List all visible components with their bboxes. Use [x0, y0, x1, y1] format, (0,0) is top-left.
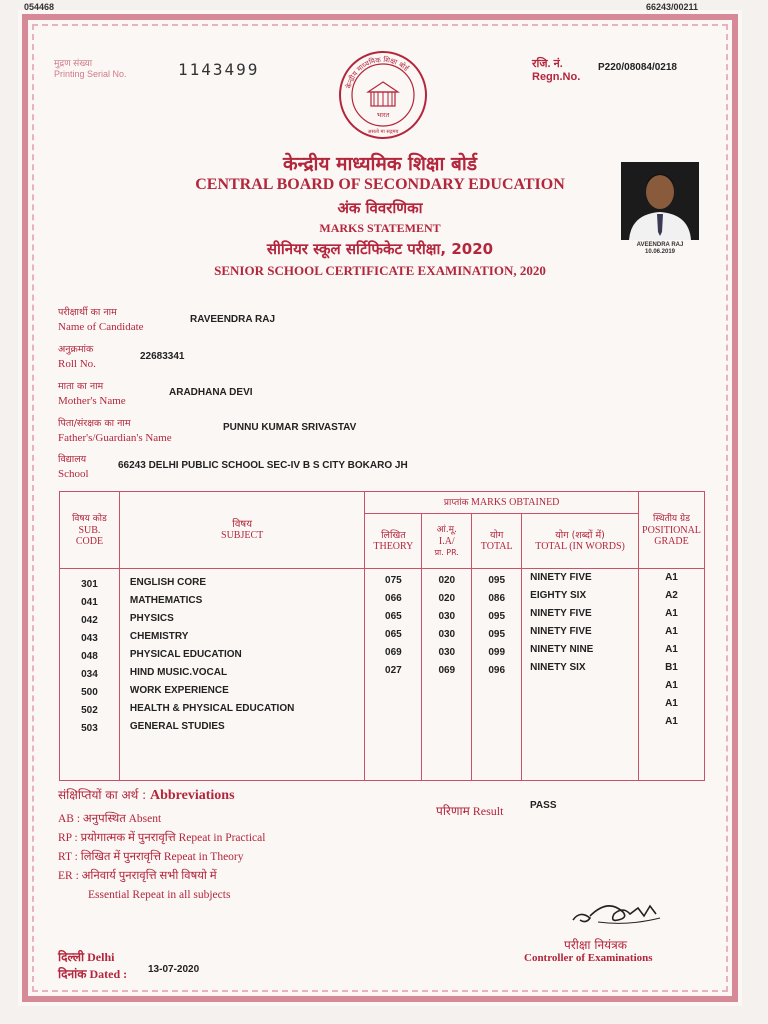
grade: A1	[665, 608, 678, 619]
theory-mark: 069	[385, 647, 402, 658]
controller-title-hindi: परीक्षा नियंत्रक	[564, 938, 627, 952]
total-in-words: NINETY NINE	[530, 644, 594, 655]
father-name: PUNNU KUMAR SRIVASTAV	[223, 422, 357, 433]
abbreviations-title: संक्षिप्तियों का अर्थ : Abbreviations	[58, 788, 235, 803]
total-in-words: NINETY FIVE	[530, 572, 592, 583]
svg-text:भारत: भारत	[376, 111, 390, 119]
ia-mark: 030	[438, 629, 456, 640]
grade: B1	[665, 662, 678, 673]
photo-caption: AVEENDRA RAJ 10.06.2019	[636, 242, 684, 255]
grade: A1	[665, 716, 678, 727]
ia-column	[422, 569, 472, 781]
total-words-column	[522, 569, 639, 781]
sub-code: 034	[81, 669, 98, 680]
board-title-hindi: केन्द्रीय माध्यमिक शिक्षा बोर्ड	[283, 153, 477, 175]
sub-code: 500	[81, 687, 98, 698]
place: दिल्ली Delhi	[58, 950, 115, 964]
candidate-photo	[621, 162, 699, 240]
svg-text:असतो मा सद्गमय: असतो मा सद्गमय	[367, 129, 399, 135]
subject-name: MATHEMATICS	[129, 595, 203, 606]
theory-mark: 066	[385, 593, 402, 604]
ia-mark: 069	[438, 665, 456, 676]
marks-statement-title: MARKS STATEMENT	[319, 221, 441, 235]
subject-name: PHYSICAL EDUCATION	[129, 649, 242, 660]
candidate-name: RAVEENDRA RAJ	[190, 314, 276, 325]
subject-name: CHEMISTRY	[129, 631, 189, 642]
total-in-words: EIGHTY SIX	[530, 590, 587, 601]
cbse-logo	[338, 50, 428, 140]
svg-text:केन्द्रीय माध्यमिक शिक्षा बोर्: केन्द्रीय माध्यमिक शिक्षा बोर्ड	[344, 55, 410, 90]
theory-mark: 075	[385, 575, 402, 586]
exam-title: SENIOR SCHOOL CERTIFICATE EXAMINATION, 2020	[214, 263, 546, 278]
total-mark: 086	[488, 593, 506, 604]
printing-serial-label: मुद्रण संख्या Printing Serial No.	[54, 58, 127, 79]
certificate-number: 1143499	[178, 60, 260, 79]
abbreviation-item: Essential Repeat in all subjects	[88, 889, 231, 901]
total-header: योग TOTAL	[472, 514, 522, 569]
total-mark: 095	[488, 575, 506, 586]
mother-name-label: माता का नाम Mother's Name	[58, 381, 126, 407]
registration-label: रजि. नं. Regn.No.	[532, 58, 581, 83]
controller-signature	[568, 892, 668, 932]
ia-mark: 030	[438, 611, 456, 622]
father-name-label: पिता/संरक्षक का नाम Father's/Guardian's Name	[58, 418, 172, 444]
subject-name: PHYSICS	[129, 613, 174, 624]
total-in-words: NINETY FIVE	[530, 608, 592, 619]
theory-mark: 065	[385, 629, 402, 640]
subject-column	[119, 569, 365, 781]
ia-header: आं.मू. I.A/ प्रा. PR.	[422, 514, 472, 569]
sub-code: 042	[81, 615, 98, 626]
ia-mark: 020	[438, 575, 456, 586]
abbreviation-item: RT : लिखित में पुनरावृत्ति Repeat in Theory	[58, 851, 244, 863]
sub-code: 503	[81, 723, 98, 734]
sub-code: 301	[81, 579, 98, 590]
subject-header: विषय SUBJECT	[119, 492, 365, 569]
total-column	[472, 569, 522, 781]
marks-obtained-header: प्राप्तांक MARKS OBTAINED	[365, 492, 639, 514]
theory-mark: 065	[385, 611, 402, 622]
marks-statement	[18, 2, 742, 1006]
grade: A1	[665, 644, 678, 655]
grade: A2	[665, 590, 678, 601]
abbreviation-item: RP : प्रयोगात्मक में पुनरावृत्ति Repeat in Practical	[58, 832, 266, 844]
result-value: PASS	[530, 800, 557, 811]
subject-name: GENERAL STUDIES	[129, 721, 225, 732]
registration-number: P220/08084/0218	[598, 62, 677, 73]
grade: A1	[665, 626, 678, 637]
roll-no-label: अनुक्रमांक Roll No.	[58, 344, 96, 370]
sub-code: 041	[81, 597, 98, 608]
date-value: 13-07-2020	[148, 964, 200, 975]
total-mark: 095	[488, 629, 506, 640]
sub-code-header: विषय कोड SUB. CODE	[60, 492, 120, 569]
total-mark: 096	[488, 665, 506, 676]
total-mark: 099	[488, 647, 506, 658]
roll-no: 22683341	[140, 351, 185, 362]
grade-header: स्थितीय ग्रेड POSITIONAL GRADE	[638, 492, 704, 569]
exam-title-hindi: सीनियर स्कूल सर्टिफिकेट परीक्षा, 2020	[266, 240, 494, 258]
total-in-words: NINETY SIX	[530, 662, 586, 673]
grade-column	[638, 569, 704, 781]
grade: A1	[665, 572, 678, 583]
abbreviation-item: ER : अनिवार्य पुनरावृत्ति सभी विषयो में	[58, 870, 217, 882]
sub-code: 048	[81, 651, 98, 662]
theory-header: लिखित THEORY	[365, 514, 422, 569]
candidate-name-label: परीक्षार्थी का नाम Name of Candidate	[58, 307, 144, 333]
grade: A1	[665, 698, 678, 709]
subject-name: WORK EXPERIENCE	[129, 685, 229, 696]
subject-name: HEALTH & PHYSICAL EDUCATION	[129, 703, 295, 714]
theory-mark: 027	[385, 665, 402, 676]
subject-name: HIND MUSIC.VOCAL	[129, 667, 228, 678]
board-title: CENTRAL BOARD OF SECONDARY EDUCATION	[195, 176, 565, 193]
total-in-words: NINETY FIVE	[530, 626, 592, 637]
subject-name: ENGLISH CORE	[129, 577, 207, 588]
school-name: 66243 DELHI PUBLIC SCHOOL SEC-IV B S CITY BOKARO JH	[118, 460, 408, 471]
theory-column	[365, 569, 422, 781]
serial-left: 054468	[24, 2, 55, 12]
sub-code: 043	[81, 633, 98, 644]
marks-table	[59, 491, 705, 781]
sub-code: 502	[81, 705, 98, 716]
controller-title: Controller of Examinations	[524, 952, 653, 964]
serial-right: 66243/00211	[646, 2, 699, 12]
grade: A1	[665, 680, 678, 691]
school-label: विद्यालय School	[58, 454, 89, 480]
abbreviation-item: AB : अनुपस्थित Absent	[58, 813, 162, 825]
abbreviations-list	[58, 810, 265, 905]
code-column	[60, 569, 120, 781]
result-label: परिणाम Result	[436, 804, 504, 818]
total-mark: 095	[488, 611, 506, 622]
mother-name: ARADHANA DEVI	[169, 387, 253, 398]
total-words-header: योग (शब्दों में) TOTAL (IN WORDS)	[522, 514, 639, 569]
ia-mark: 030	[438, 647, 456, 658]
date-label: दिनांक Dated :	[58, 967, 128, 981]
ia-mark: 020	[438, 593, 456, 604]
marks-statement-hindi: अंक विवरणिका	[337, 199, 423, 217]
